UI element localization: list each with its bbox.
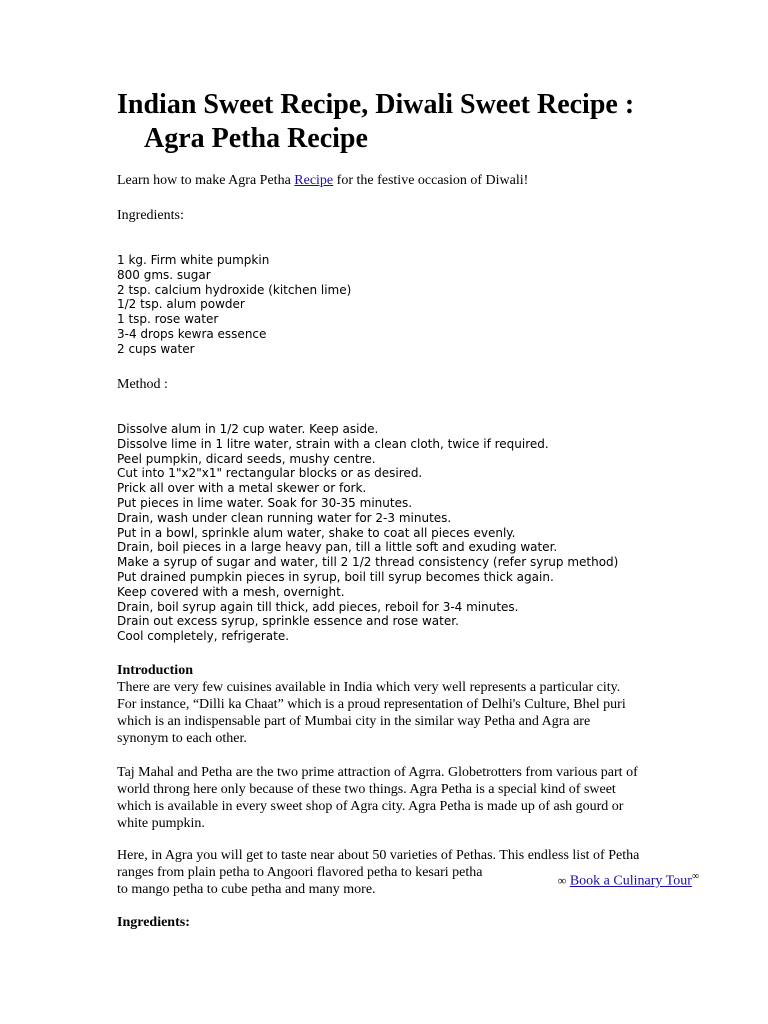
method-step: Drain, boil pieces in a large heavy pan, till a little soft and exuding water. [117, 540, 558, 555]
method-heading: Method : [117, 377, 168, 392]
method-step: Drain, wash under clean running water for 2-3 minutes. [117, 510, 452, 525]
ingredient-item: 2 cups water [117, 341, 195, 356]
recipe-link[interactable]: Recipe [294, 173, 334, 188]
introduction-heading: Introduction [117, 663, 193, 678]
intro-after: for the festive occasion of Diwali! [333, 173, 529, 188]
ingredient-item: 2 tsp. calcium hydroxide (kitchen lime) [117, 282, 352, 297]
title-line-1: Indian Sweet Recipe, Diwali Sweet Recipe : [117, 89, 635, 120]
title-line-2: Agra Petha Recipe [144, 123, 368, 154]
ingredient-item: 800 gms. sugar [117, 267, 211, 282]
intro-before: Learn how to make Agra Petha [117, 173, 295, 188]
method-step: Make a syrup of sugar and water, till 2 1/2 thread consistency (refer syrup method) [117, 555, 619, 570]
book-culinary-tour-link[interactable]: Book a Culinary Tour [569, 873, 692, 889]
paragraph-line: synonym to each other. [117, 731, 247, 746]
method-step: Put in a bowl, sprinkle alum water, shake to coat all pieces evenly. [117, 525, 516, 540]
paragraph-line: to mango petha to cube petha and many more. [117, 882, 376, 897]
paragraph-line: Here, in Agra you will get to taste near about 50 varieties of Pethas. This endless list of Petha [117, 848, 640, 863]
introduction-paragraph-2 [117, 764, 638, 832]
ingredient-item: 1/2 tsp. alum powder [117, 297, 245, 312]
paragraph-line: which is an indispensable part of Mumbai city in the similar way Petha and Agra are [117, 714, 591, 729]
method-step: Drain, boil syrup again till thick, add pieces, reboil for 3-4 minutes. [117, 599, 519, 614]
paragraph-line: white pumpkin. [117, 816, 205, 831]
introduction-paragraph-1 [117, 679, 626, 747]
infinity-icon: ∞ [557, 873, 567, 888]
ingredients-heading: Ingredients: [117, 208, 184, 223]
method-step: Put drained pumpkin pieces in syrup, boil till syrup becomes thick again. [117, 569, 554, 584]
method-step: Keep covered with a mesh, overnight. [117, 584, 345, 599]
paragraph-line: world throng here only because of these two things. Agra Petha is a special kind of sweet [117, 782, 616, 797]
method-step: Dissolve lime in 1 litre water, strain with a clean cloth, twice if required. [117, 436, 549, 451]
paragraph-line: ranges from plain petha to Angoori flavored petha to kesari petha [117, 865, 483, 880]
paragraph-line: Taj Mahal and Petha are the two prime attraction of Agrra. Globetrotters from various part of [117, 765, 638, 780]
paragraph-line: There are very few cuisines available in India which very well represents a particular city. [117, 680, 621, 695]
method-step: Drain out excess syrup, sprinkle essence and rose water. [117, 614, 459, 629]
paragraph-line: For instance, “Dilli ka Chaat” which is a proud representation of Delhi's Culture, Bhel puri [117, 697, 626, 712]
method-step: Peel pumpkin, dicard seeds, mushy centre. [117, 451, 376, 466]
method-list [117, 422, 618, 644]
ingredients-list [117, 253, 351, 357]
intro-text [117, 172, 528, 189]
ingredient-item: 1 kg. Firm white pumpkin [117, 253, 270, 267]
method-step: Prick all over with a metal skewer or fork. [117, 481, 367, 496]
ingredient-item: 1 tsp. rose water [117, 312, 219, 327]
method-step: Dissolve alum in 1/2 cup water. Keep aside. [117, 422, 379, 436]
method-step: Cool completely, refrigerate. [117, 629, 290, 644]
culinary-tour-promo [558, 871, 699, 890]
method-step: Put pieces in lime water. Soak for 30-35 minutes. [117, 495, 413, 510]
paragraph-line: which is available in every sweet shop of Agra city. Agra Petha is made up of ash gourd or [117, 799, 624, 814]
method-step: Cut into 1"x2"x1" rectangular blocks or as desired. [117, 466, 423, 481]
page-title [117, 88, 737, 156]
infinity-icon: ∞ [691, 871, 699, 882]
ingredient-item: 3-4 drops kewra essence [117, 326, 267, 341]
ingredients-heading-2: Ingredients: [117, 915, 190, 930]
